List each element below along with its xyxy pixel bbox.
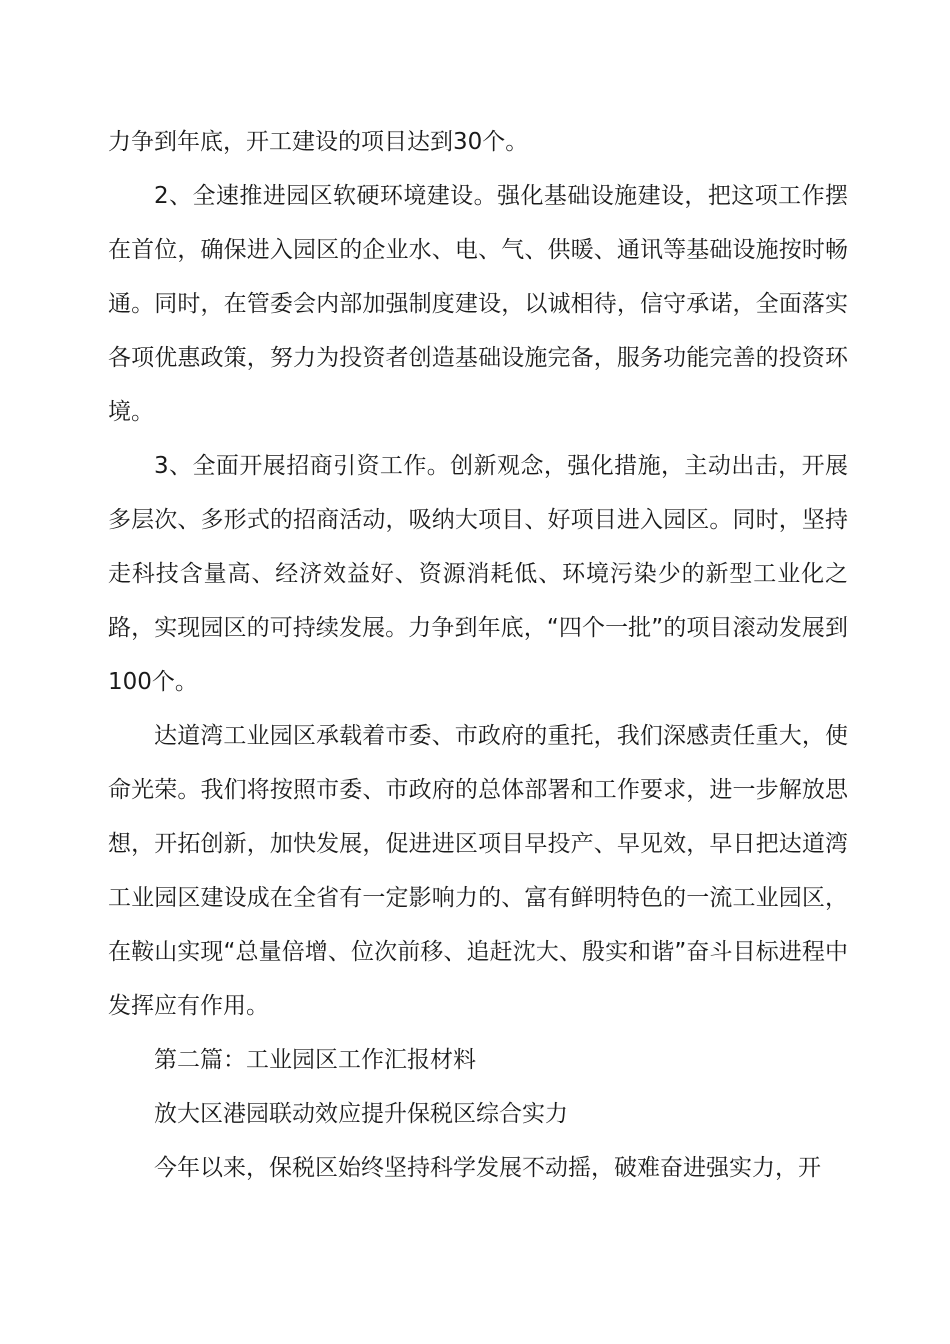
section-subtitle: 放大区港园联动效应提升保税区综合实力 xyxy=(154,1101,568,1127)
paragraph-7: 今年以来，保税区始终坚持科学发展不动摇，破难奋进强实力，开 xyxy=(154,1155,821,1181)
paragraph-2: 2、全速推进园区软硬环境建设。强化基础设施建设，把这项工作摆在首位，确保进入园区的企业水、电、气、供暖、通讯等基础设施按时畅通。同时，在管委会内部加强制度建设，以诚相待，信守承诺，全面落实各项优惠政策，努力为投资者创造基础设施完备，服务功能完善的投资环境。 xyxy=(108,183,848,425)
document-body xyxy=(108,115,848,1195)
section-heading: 第二篇：工业园区工作汇报材料 xyxy=(154,1047,476,1073)
paragraph-3: 3、全面开展招商引资工作。创新观念，强化措施，主动出击，开展多层次、多形式的招商活动，吸纳大项目、好项目进入园区。同时，坚持走科技含量高、经济效益好、资源消耗低、环境污染少的新型工业化之路，实现园区的可持续发展。力争到年底，“四个一批”的项目滚动发展到100个。 xyxy=(108,453,848,695)
paragraph-4: 达道湾工业园区承载着市委、市政府的重托，我们深感责任重大，使命光荣。我们将按照市委、市政府的总体部署和工作要求，进一步解放思想，开拓创新，加快发展，促进进区项目早投产、早见效，早日把达道湾工业园区建设成在全省有一定影响力的、富有鲜明特色的一流工业园区，在鞍山实现“总量倍增、位次前移、追赶沈大、殷实和谐”奋斗目标进程中发挥应有作用。 xyxy=(108,723,848,1019)
paragraph-1: 力争到年底，开工建设的项目达到30个。 xyxy=(108,129,529,155)
